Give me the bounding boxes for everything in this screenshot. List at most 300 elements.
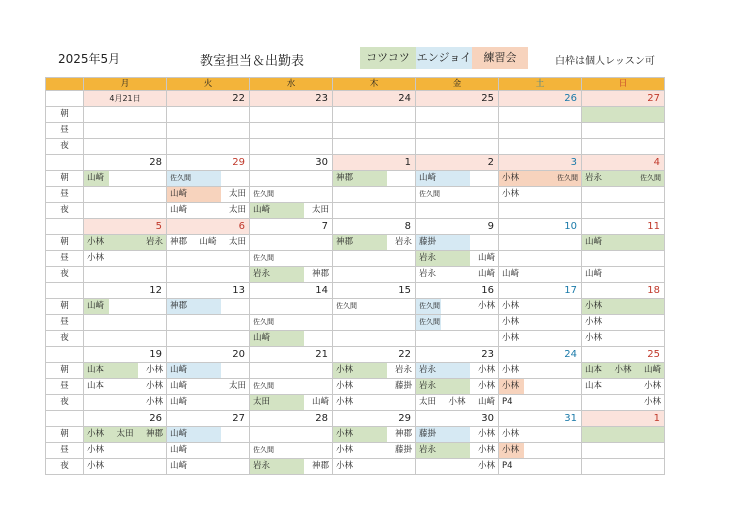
- schedule-cell[interactable]: [416, 171, 499, 187]
- staff-name: 小林: [502, 381, 520, 391]
- slot-row: [46, 267, 665, 283]
- schedule-cell[interactable]: [167, 203, 250, 219]
- date-row: [46, 91, 665, 107]
- schedule-cell[interactable]: [499, 459, 582, 475]
- date-cell: 11: [582, 219, 665, 235]
- schedule-cell[interactable]: [333, 443, 416, 459]
- schedule-cell[interactable]: [416, 107, 499, 123]
- schedule-cell[interactable]: [416, 363, 499, 379]
- date-cell: 19: [84, 347, 167, 363]
- staff-name: 藤掛: [394, 381, 412, 391]
- schedule-cell[interactable]: [416, 123, 499, 139]
- staff-name: 小林: [448, 397, 466, 407]
- date-cell: 16: [416, 283, 499, 299]
- schedule-cell[interactable]: [333, 379, 416, 395]
- schedule-cell[interactable]: [499, 171, 582, 187]
- slot-label: 夜: [46, 459, 84, 475]
- weekday-header-row: [46, 78, 665, 91]
- date-cell: 8: [333, 219, 416, 235]
- staff-name: 神郡: [394, 429, 412, 439]
- schedule-cell[interactable]: [333, 315, 416, 331]
- staff-name: 神郡: [145, 429, 163, 439]
- schedule-cell[interactable]: [167, 235, 250, 251]
- month-title: 2025年5月: [58, 52, 121, 66]
- schedule-cell[interactable]: [499, 123, 582, 139]
- date-row: [46, 219, 665, 235]
- schedule-cell[interactable]: [84, 427, 167, 443]
- slot-label: 昼: [46, 315, 84, 331]
- schedule-cell[interactable]: [582, 363, 665, 379]
- schedule-cell[interactable]: [250, 395, 333, 411]
- staff-name: 岩永: [145, 237, 163, 247]
- staff-name: 小林: [477, 429, 495, 439]
- schedule-cell[interactable]: [84, 459, 167, 475]
- schedule-cell[interactable]: [416, 267, 499, 283]
- schedule-cell[interactable]: [84, 315, 167, 331]
- staff-name: 小林: [87, 253, 105, 263]
- date-cell: 1: [333, 155, 416, 171]
- slot-label: 朝: [46, 235, 84, 251]
- staff-name: 山本: [87, 365, 105, 375]
- schedule-cell[interactable]: [167, 315, 250, 331]
- date-cell: 14: [250, 283, 333, 299]
- schedule-cell[interactable]: [167, 427, 250, 443]
- slot-row: [46, 299, 665, 315]
- schedule-cell[interactable]: [84, 235, 167, 251]
- schedule-cell[interactable]: [333, 187, 416, 203]
- schedule-cell[interactable]: [84, 139, 167, 155]
- staff-name: 佐久間: [253, 318, 274, 326]
- slot-label: 夜: [46, 395, 84, 411]
- schedule-cell[interactable]: [333, 203, 416, 219]
- schedule-cell[interactable]: [84, 395, 167, 411]
- schedule-cell[interactable]: [582, 203, 665, 219]
- schedule-cell[interactable]: [250, 299, 333, 315]
- staff-name: 小林: [336, 429, 354, 439]
- schedule-cell[interactable]: [250, 443, 333, 459]
- schedule-cell[interactable]: [250, 123, 333, 139]
- slot-label: 朝: [46, 107, 84, 123]
- schedule-cell[interactable]: [333, 395, 416, 411]
- slot-label: 朝: [46, 171, 84, 187]
- schedule-cell[interactable]: [250, 363, 333, 379]
- schedule-cell[interactable]: [582, 331, 665, 347]
- schedule-cell[interactable]: [499, 235, 582, 251]
- date-row: [46, 347, 665, 363]
- date-row-label: [46, 91, 84, 107]
- staff-name: P4: [502, 461, 513, 471]
- date-cell: 7: [250, 219, 333, 235]
- staff-name: 小林: [585, 317, 603, 327]
- schedule-cell[interactable]: [499, 363, 582, 379]
- schedule-cell[interactable]: [499, 187, 582, 203]
- schedule-cell[interactable]: [333, 235, 416, 251]
- slot-row: [46, 427, 665, 443]
- schedule-cell[interactable]: [582, 459, 665, 475]
- schedule-cell[interactable]: [167, 395, 250, 411]
- date-cell: 4月21日: [84, 91, 167, 107]
- staff-name: 神郡: [336, 237, 354, 247]
- date-cell: 25: [582, 347, 665, 363]
- schedule-cell[interactable]: [167, 299, 250, 315]
- slot-row: [46, 331, 665, 347]
- staff-name: 小林: [336, 461, 354, 471]
- schedule-cell[interactable]: [499, 267, 582, 283]
- schedule-cell[interactable]: [84, 443, 167, 459]
- schedule-cell[interactable]: [499, 331, 582, 347]
- schedule-cell[interactable]: [167, 459, 250, 475]
- staff-name: 佐久間: [253, 382, 274, 390]
- staff-name: 岩永: [585, 173, 603, 183]
- date-row-label: [46, 155, 84, 171]
- schedule-cell[interactable]: [416, 235, 499, 251]
- slot-row: [46, 203, 665, 219]
- schedule-cell[interactable]: [84, 331, 167, 347]
- schedule-cell[interactable]: [333, 299, 416, 315]
- staff-name: 小林: [87, 445, 105, 455]
- schedule-cell[interactable]: [167, 171, 250, 187]
- schedule-cell[interactable]: [84, 299, 167, 315]
- staff-name: 山崎: [253, 333, 271, 343]
- schedule-cell[interactable]: [84, 251, 167, 267]
- schedule-cell[interactable]: [250, 459, 333, 475]
- staff-name: 小林: [502, 301, 520, 311]
- schedule-cell[interactable]: [582, 267, 665, 283]
- staff-name: 小林: [336, 365, 354, 375]
- staff-name: 太田: [311, 205, 329, 215]
- schedule-cell[interactable]: [333, 107, 416, 123]
- slot-label: 昼: [46, 123, 84, 139]
- schedule-cell[interactable]: [167, 107, 250, 123]
- date-cell: 25: [416, 91, 499, 107]
- slot-row: [46, 107, 665, 123]
- staff-name: 岩永: [419, 253, 437, 263]
- staff-name: 山崎: [170, 205, 188, 215]
- schedule-cell[interactable]: [416, 379, 499, 395]
- staff-name: 佐久間: [419, 318, 440, 326]
- staff-name: 佐久間: [640, 174, 661, 182]
- staff-name: 神郡: [336, 173, 354, 183]
- weekday-2: 水: [250, 78, 333, 91]
- schedule-cell[interactable]: [250, 267, 333, 283]
- schedule-cell[interactable]: [333, 427, 416, 443]
- schedule-cell[interactable]: [333, 251, 416, 267]
- staff-name: 小林: [585, 333, 603, 343]
- staff-name: 太田: [228, 189, 246, 199]
- staff-name: 小林: [502, 445, 520, 455]
- staff-name: 山崎: [170, 445, 188, 455]
- staff-name: 山崎: [477, 269, 495, 279]
- date-cell: 22: [167, 91, 250, 107]
- date-cell: 23: [416, 347, 499, 363]
- staff-name: 小林: [477, 445, 495, 455]
- schedule-cell[interactable]: [416, 331, 499, 347]
- staff-name: 小林: [145, 397, 163, 407]
- staff-name: 小林: [145, 381, 163, 391]
- staff-name: 岩永: [253, 461, 271, 471]
- schedule-cell[interactable]: [250, 139, 333, 155]
- schedule-cell[interactable]: [333, 123, 416, 139]
- schedule-cell[interactable]: [84, 123, 167, 139]
- schedule-cell[interactable]: [333, 171, 416, 187]
- schedule-cell[interactable]: [167, 443, 250, 459]
- slot-label: 夜: [46, 139, 84, 155]
- staff-name: 山本: [585, 381, 603, 391]
- staff-name: 太田: [228, 381, 246, 391]
- schedule-cell[interactable]: [84, 171, 167, 187]
- schedule-cell[interactable]: [333, 267, 416, 283]
- schedule-cell[interactable]: [250, 315, 333, 331]
- staff-name: 山崎: [585, 269, 603, 279]
- staff-name: 小林: [477, 461, 495, 471]
- schedule-cell[interactable]: [250, 331, 333, 347]
- schedule-cell[interactable]: [499, 379, 582, 395]
- schedule-cell[interactable]: [84, 379, 167, 395]
- schedule-cell[interactable]: [499, 315, 582, 331]
- slot-row: [46, 171, 665, 187]
- schedule-cell[interactable]: [582, 171, 665, 187]
- slot-label: 夜: [46, 203, 84, 219]
- slot-label: 朝: [46, 427, 84, 443]
- staff-name: 太田: [253, 397, 271, 407]
- date-cell: 9: [416, 219, 499, 235]
- slot-label: 昼: [46, 187, 84, 203]
- staff-name: 佐久間: [253, 446, 274, 454]
- staff-name: 山崎: [170, 397, 188, 407]
- staff-name: 小林: [502, 189, 520, 199]
- date-row-label: [46, 219, 84, 235]
- staff-name: 神郡: [170, 301, 188, 311]
- schedule-cell[interactable]: [167, 251, 250, 267]
- schedule-cell[interactable]: [499, 299, 582, 315]
- slot-row: [46, 187, 665, 203]
- staff-name: 山崎: [477, 253, 495, 263]
- staff-name: 小林: [336, 397, 354, 407]
- schedule-cell[interactable]: [499, 107, 582, 123]
- weekday-1: 火: [167, 78, 250, 91]
- weekday-3: 木: [333, 78, 416, 91]
- slot-row: [46, 123, 665, 139]
- schedule-cell[interactable]: [250, 187, 333, 203]
- slot-label: 朝: [46, 299, 84, 315]
- slot-label: 夜: [46, 267, 84, 283]
- date-cell: 24: [499, 347, 582, 363]
- date-cell: 13: [167, 283, 250, 299]
- schedule-cell[interactable]: [582, 235, 665, 251]
- staff-name: 佐久間: [557, 174, 578, 182]
- schedule-cell[interactable]: [250, 235, 333, 251]
- schedule-cell[interactable]: [499, 443, 582, 459]
- schedule-cell[interactable]: [416, 395, 499, 411]
- session-block: [582, 107, 664, 122]
- schedule-cell[interactable]: [416, 299, 499, 315]
- staff-name: 佐久間: [419, 190, 440, 198]
- weekday-6: 日: [582, 78, 665, 91]
- date-cell: 21: [250, 347, 333, 363]
- schedule-cell[interactable]: [333, 459, 416, 475]
- schedule-cell[interactable]: [167, 267, 250, 283]
- schedule-cell[interactable]: [416, 203, 499, 219]
- staff-name: 神郡: [311, 461, 329, 471]
- date-cell: 29: [167, 155, 250, 171]
- staff-name: 山崎: [170, 365, 188, 375]
- schedule-cell[interactable]: [582, 123, 665, 139]
- schedule-cell[interactable]: [499, 251, 582, 267]
- date-cell: 30: [416, 411, 499, 427]
- schedule-cell[interactable]: [582, 443, 665, 459]
- schedule-cell[interactable]: [167, 379, 250, 395]
- staff-name: 太田: [419, 397, 437, 407]
- schedule-cell[interactable]: [250, 107, 333, 123]
- staff-name: 岩永: [419, 381, 437, 391]
- schedule-cell[interactable]: [416, 427, 499, 443]
- schedule-cell[interactable]: [250, 427, 333, 443]
- staff-name: 神郡: [311, 269, 329, 279]
- slot-row: [46, 379, 665, 395]
- schedule-cell[interactable]: [167, 123, 250, 139]
- staff-name: 山崎: [419, 173, 437, 183]
- date-cell: 30: [250, 155, 333, 171]
- schedule-cell[interactable]: [499, 395, 582, 411]
- date-cell: 22: [333, 347, 416, 363]
- staff-name: 佐久間: [253, 254, 274, 262]
- schedule-cell[interactable]: [84, 363, 167, 379]
- staff-name: P4: [502, 397, 513, 407]
- schedule-cell[interactable]: [250, 379, 333, 395]
- schedule-cell[interactable]: [333, 139, 416, 155]
- date-cell: 18: [582, 283, 665, 299]
- slot-row: [46, 363, 665, 379]
- staff-name: 山崎: [477, 397, 495, 407]
- date-cell: 28: [84, 155, 167, 171]
- date-row: [46, 411, 665, 427]
- schedule-cell[interactable]: [250, 203, 333, 219]
- schedule-cell[interactable]: [84, 187, 167, 203]
- schedule-cell[interactable]: [582, 427, 665, 443]
- date-cell: 1: [582, 411, 665, 427]
- staff-name: 佐久間: [419, 302, 440, 310]
- schedule-cell[interactable]: [416, 187, 499, 203]
- date-cell: 5: [84, 219, 167, 235]
- schedule-cell[interactable]: [582, 299, 665, 315]
- staff-name: 山崎: [87, 173, 105, 183]
- date-cell: 29: [333, 411, 416, 427]
- schedule-cell[interactable]: [499, 427, 582, 443]
- staff-name: 岩永: [419, 365, 437, 375]
- private-lesson-note: 白枠は個人レッスン可: [555, 56, 655, 67]
- slot-label: 夜: [46, 331, 84, 347]
- date-cell: 15: [333, 283, 416, 299]
- schedule-cell[interactable]: [167, 139, 250, 155]
- legend-enjoy: エンジョイ: [416, 47, 472, 69]
- schedule-cell[interactable]: [582, 107, 665, 123]
- date-cell: 20: [167, 347, 250, 363]
- schedule-cell[interactable]: [333, 331, 416, 347]
- weekday-0: 月: [84, 78, 167, 91]
- schedule-cell[interactable]: [84, 203, 167, 219]
- schedule-cell[interactable]: [333, 363, 416, 379]
- staff-name: 山崎: [170, 461, 188, 471]
- staff-name: 山崎: [170, 381, 188, 391]
- schedule-cell[interactable]: [250, 251, 333, 267]
- slot-row: [46, 235, 665, 251]
- date-row-label: [46, 347, 84, 363]
- weekday-5: 土: [499, 78, 582, 91]
- schedule-cell[interactable]: [582, 395, 665, 411]
- schedule-cell[interactable]: [167, 363, 250, 379]
- date-cell: 24: [333, 91, 416, 107]
- schedule-cell[interactable]: [416, 443, 499, 459]
- staff-name: 佐久間: [170, 174, 191, 182]
- schedule-cell[interactable]: [84, 107, 167, 123]
- schedule-cell[interactable]: [499, 203, 582, 219]
- slot-label: 朝: [46, 363, 84, 379]
- staff-name: 小林: [336, 381, 354, 391]
- date-cell: 27: [582, 91, 665, 107]
- schedule-cell[interactable]: [167, 187, 250, 203]
- staff-name: 山崎: [643, 365, 661, 375]
- slot-label: 昼: [46, 379, 84, 395]
- schedule-cell[interactable]: [416, 139, 499, 155]
- staff-name: 山崎: [170, 189, 188, 199]
- staff-name: 小林: [87, 429, 105, 439]
- schedule-cell[interactable]: [582, 315, 665, 331]
- staff-name: 山崎: [502, 269, 520, 279]
- slot-label: 昼: [46, 251, 84, 267]
- schedule-cell[interactable]: [582, 379, 665, 395]
- schedule-cell[interactable]: [250, 171, 333, 187]
- date-cell: 6: [167, 219, 250, 235]
- staff-name: 山崎: [253, 205, 271, 215]
- date-row-label: [46, 283, 84, 299]
- date-cell: 31: [499, 411, 582, 427]
- staff-name: 佐久間: [253, 190, 274, 198]
- date-cell: 12: [84, 283, 167, 299]
- staff-name: 小林: [502, 317, 520, 327]
- slot-row: [46, 251, 665, 267]
- schedule-cell[interactable]: [582, 187, 665, 203]
- schedule-cell[interactable]: [416, 459, 499, 475]
- staff-name: 小林: [643, 397, 661, 407]
- document-title: 教室担当＆出勤表: [200, 54, 305, 69]
- staff-name: 小林: [145, 365, 163, 375]
- staff-name: 山本: [585, 365, 603, 375]
- schedule-cell[interactable]: [167, 331, 250, 347]
- staff-name: 山崎: [199, 237, 217, 247]
- schedule-cell[interactable]: [499, 139, 582, 155]
- staff-name: 岩永: [394, 237, 412, 247]
- staff-name: 小林: [585, 301, 603, 311]
- schedule-cell[interactable]: [84, 267, 167, 283]
- slot-row: [46, 443, 665, 459]
- staff-name: 山崎: [170, 429, 188, 439]
- staff-name: 小林: [87, 237, 105, 247]
- date-cell: 27: [167, 411, 250, 427]
- staff-name: 岩永: [253, 269, 271, 279]
- date-cell: 23: [250, 91, 333, 107]
- staff-name: 小林: [614, 365, 632, 375]
- date-cell: 17: [499, 283, 582, 299]
- schedule-cell[interactable]: [582, 139, 665, 155]
- staff-name: 藤掛: [419, 429, 437, 439]
- staff-name: 小林: [502, 173, 520, 183]
- staff-name: 太田: [228, 237, 246, 247]
- schedule-cell[interactable]: [416, 251, 499, 267]
- staff-name: 太田: [116, 429, 134, 439]
- schedule-cell[interactable]: [416, 315, 499, 331]
- weekday-4: 金: [416, 78, 499, 91]
- schedule-cell[interactable]: [582, 251, 665, 267]
